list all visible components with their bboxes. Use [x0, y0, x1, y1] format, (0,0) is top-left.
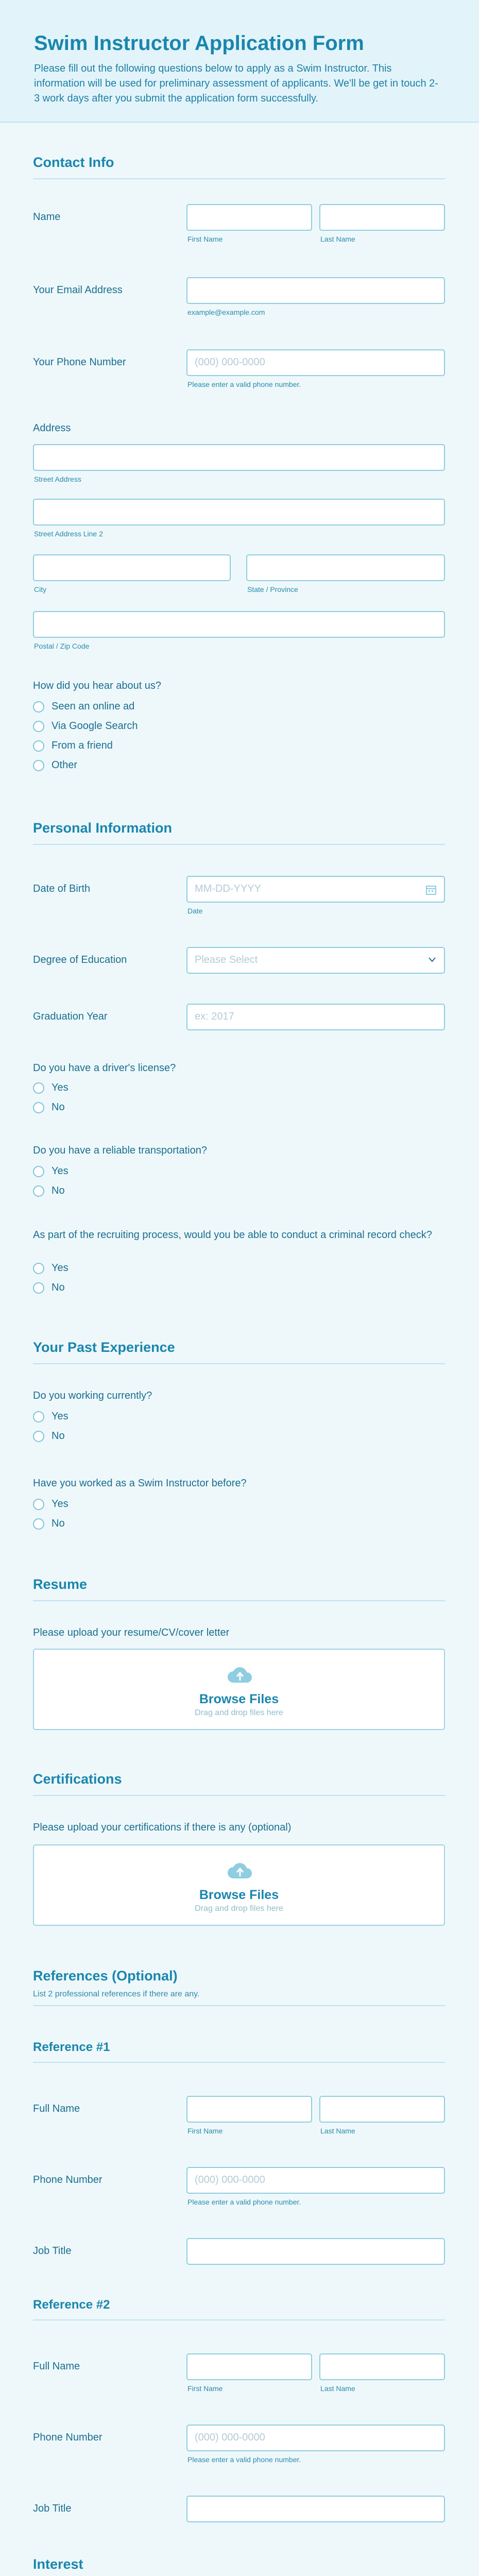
- references-subtitle: List 2 professional references if there are any.: [33, 1990, 200, 1998]
- ref1-job-title-label: Job Title: [33, 2245, 72, 2257]
- worked-no[interactable]: No: [33, 1518, 65, 1530]
- ref2-phone-label: Phone Number: [33, 2432, 102, 2443]
- radio-button[interactable]: [33, 1185, 44, 1197]
- city-input[interactable]: [33, 554, 231, 581]
- name-label: Name: [33, 211, 61, 223]
- degree-label: Degree of Education: [33, 954, 127, 965]
- drag-drop-hint: Drag and drop files here: [195, 1904, 283, 1913]
- cloud-upload-icon: [227, 1861, 253, 1879]
- radio-button[interactable]: [33, 1431, 44, 1442]
- ref1-phone-hint: Please enter a valid phone number.: [187, 2198, 301, 2206]
- resume-upload-area[interactable]: [33, 1649, 445, 1730]
- ref2-first-name-input[interactable]: [186, 2353, 312, 2380]
- chevron-down-icon: [429, 957, 436, 962]
- divider: [33, 2062, 445, 2063]
- working-label: Do you working currently?: [33, 1390, 152, 1401]
- license-no[interactable]: No: [33, 1101, 65, 1113]
- radio-button[interactable]: [33, 1102, 44, 1113]
- radio-button[interactable]: [33, 1263, 44, 1274]
- radio-button[interactable]: [33, 1166, 44, 1177]
- section-resume-title: Resume: [33, 1577, 88, 1592]
- last-name-input[interactable]: [319, 204, 445, 231]
- radio-button[interactable]: [33, 701, 44, 713]
- ref1-phone-label: Phone Number: [33, 2174, 102, 2185]
- state-input[interactable]: [246, 554, 445, 581]
- divider: [33, 178, 445, 179]
- ref2-phone-hint: Please enter a valid phone number.: [187, 2455, 301, 2464]
- working-no[interactable]: No: [33, 1430, 65, 1442]
- hear-option[interactable]: Seen an online ad: [33, 701, 134, 713]
- last-name-sublabel: Last Name: [320, 235, 355, 243]
- first-name-input[interactable]: [186, 204, 312, 231]
- postal-input[interactable]: [33, 611, 445, 638]
- street2-input[interactable]: [33, 499, 445, 526]
- browse-files-button[interactable]: Browse Files: [199, 1692, 279, 1706]
- ref2-job-title-input[interactable]: [186, 2496, 445, 2522]
- background-label: As part of the recruiting process, would you be able to conduct a criminal record check?: [33, 1229, 432, 1241]
- ref1-full-name-label: Full Name: [33, 2103, 80, 2114]
- ref1-phone-input[interactable]: (000) 000-0000: [186, 2167, 445, 2194]
- cloud-upload-icon: [227, 1665, 253, 1684]
- radio-button[interactable]: [33, 760, 44, 771]
- street-sublabel: Street Address: [34, 475, 81, 483]
- grad-input[interactable]: ex: 2017: [186, 1004, 445, 1030]
- first-name-sublabel: First Name: [187, 235, 223, 243]
- dob-hint: Date: [187, 907, 203, 915]
- certifications-upload-area[interactable]: [33, 1844, 445, 1926]
- background-no[interactable]: No: [33, 1282, 65, 1294]
- divider: [33, 1600, 445, 1601]
- dob-input[interactable]: MM-DD-YYYY: [186, 876, 445, 903]
- section-contact-title: Contact Info: [33, 155, 114, 170]
- email-input[interactable]: [186, 277, 445, 304]
- radio-button[interactable]: [33, 1082, 44, 1094]
- calendar-icon[interactable]: [425, 884, 437, 895]
- ref2-full-name-label: Full Name: [33, 2361, 80, 2372]
- city-sublabel: City: [34, 585, 47, 594]
- phone-input[interactable]: (000) 000-0000: [186, 349, 445, 376]
- worked-label: Have you worked as a Swim Instructor before?: [33, 1478, 247, 1489]
- dob-label: Date of Birth: [33, 883, 91, 894]
- license-yes[interactable]: Yes: [33, 1082, 69, 1094]
- grad-label: Graduation Year: [33, 1011, 108, 1022]
- resume-label: Please upload your resume/CV/cover letter: [33, 1627, 230, 1638]
- divider: [33, 844, 445, 845]
- address-label: Address: [33, 422, 71, 434]
- radio-button[interactable]: [33, 1499, 44, 1510]
- email-hint: example@example.com: [187, 308, 265, 316]
- hear-option[interactable]: From a friend: [33, 740, 113, 752]
- postal-sublabel: Postal / Zip Code: [34, 642, 90, 650]
- background-yes[interactable]: Yes: [33, 1262, 69, 1274]
- ref2-phone-input[interactable]: (000) 000-0000: [186, 2425, 445, 2451]
- ref1-first-name-sublabel: First Name: [187, 2127, 223, 2135]
- street2-sublabel: Street Address Line 2: [34, 530, 103, 538]
- ref2-last-name-input[interactable]: [319, 2353, 445, 2380]
- section-experience-title: Your Past Experience: [33, 1340, 175, 1355]
- form-title: Swim Instructor Application Form: [34, 32, 364, 55]
- ref1-last-name-input[interactable]: [319, 2096, 445, 2123]
- hear-label: How did you hear about us?: [33, 680, 162, 691]
- working-yes[interactable]: Yes: [33, 1411, 69, 1422]
- divider: [33, 2005, 445, 2006]
- radio-button[interactable]: [33, 1411, 44, 1422]
- degree-select[interactable]: Please Select: [186, 947, 445, 974]
- radio-button[interactable]: [33, 1282, 44, 1294]
- ref2-last-name-sublabel: Last Name: [320, 2384, 355, 2393]
- phone-label: Your Phone Number: [33, 357, 126, 368]
- street-input[interactable]: [33, 444, 445, 471]
- email-label: Your Email Address: [33, 284, 123, 296]
- radio-button[interactable]: [33, 1518, 44, 1530]
- hear-option[interactable]: Other: [33, 759, 77, 771]
- phone-hint: Please enter a valid phone number.: [187, 380, 301, 388]
- ref2-job-title-label: Job Title: [33, 2503, 72, 2514]
- transport-yes[interactable]: Yes: [33, 1165, 69, 1177]
- divider: [33, 1795, 445, 1796]
- transport-label: Do you have a reliable transportation?: [33, 1145, 207, 1156]
- reference-1-title: Reference #1: [33, 2040, 110, 2054]
- ref2-first-name-sublabel: First Name: [187, 2384, 223, 2393]
- certifications-label: Please upload your certifications if there is any (optional): [33, 1822, 292, 1833]
- drag-drop-hint: Drag and drop files here: [195, 1708, 283, 1717]
- transport-no[interactable]: No: [33, 1185, 65, 1197]
- form-header: [0, 0, 479, 123]
- ref1-last-name-sublabel: Last Name: [320, 2127, 355, 2135]
- section-personal-title: Personal Information: [33, 820, 173, 836]
- divider: [33, 1363, 445, 1364]
- form-description: Please fill out the following questions below to apply as a Swim Instructor. This information will be used for preliminary assessment of applicants. We'll be get in touch 2-3 work days after you submit the application form successfully.: [34, 63, 438, 104]
- worked-yes[interactable]: Yes: [33, 1498, 69, 1510]
- license-label: Do you have a driver's license?: [33, 1062, 176, 1074]
- radio-button[interactable]: [33, 740, 44, 752]
- ref1-first-name-input[interactable]: [186, 2096, 312, 2123]
- reference-2-title: Reference #2: [33, 2298, 110, 2312]
- section-references-title: References (Optional): [33, 1968, 178, 1984]
- hear-option[interactable]: Via Google Search: [33, 720, 138, 732]
- divider: [33, 2319, 445, 2320]
- radio-button[interactable]: [33, 721, 44, 732]
- section-certifications-title: Certifications: [33, 1771, 122, 1787]
- ref1-job-title-input[interactable]: [186, 2238, 445, 2265]
- browse-files-button[interactable]: Browse Files: [199, 1888, 279, 1902]
- state-sublabel: State / Province: [247, 585, 298, 594]
- section-interest-title: Interest: [33, 2556, 83, 2572]
